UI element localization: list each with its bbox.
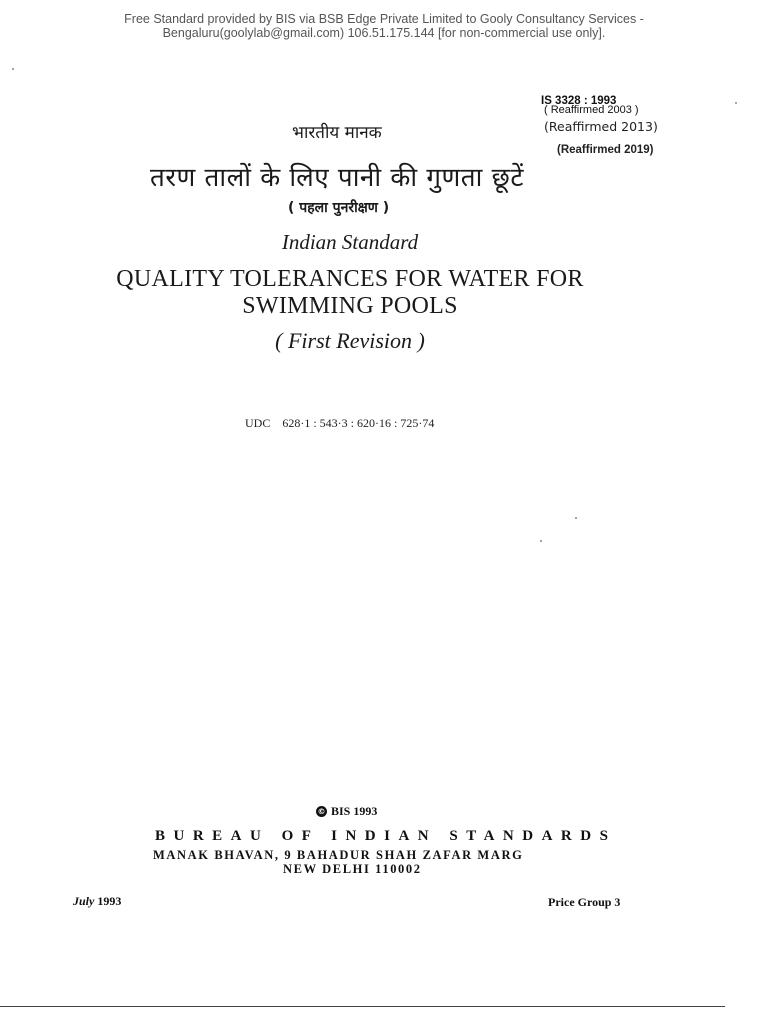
publisher-address-line-1: MANAK BHAVAN, 9 BAHADUR SHAH ZAFAR MARG <box>153 848 524 862</box>
title-line-2: SWIMMING POOLS <box>242 293 458 319</box>
banner-line-2: Bengaluru(goolylab@gmail.com) 106.51.175.144 [for non-commercial use only]. <box>162 26 606 40</box>
reaffirmed-2013: (Reaffirmed 2013) <box>544 119 658 134</box>
english-standard-label: Indian Standard <box>281 230 419 254</box>
publication-date <box>73 894 121 909</box>
price-group: Price Group 3 <box>548 895 621 909</box>
copyright-line <box>316 804 377 819</box>
scan-speck <box>735 102 737 104</box>
scan-speck <box>540 540 542 542</box>
publication-month: July <box>73 894 95 908</box>
reaffirmed-2019: (Reaffirmed 2019) <box>557 144 654 156</box>
publication-year: 1993 <box>97 894 122 908</box>
hindi-title: तरण तालों के लिए पानी की गुणता छूटें <box>150 163 524 193</box>
udc-value: 628·1 : 543·3 : 620·16 : 725·74 <box>282 416 435 430</box>
scan-speck <box>12 68 14 70</box>
scan-speck <box>575 517 577 519</box>
publisher-address-line-2: NEW DELHI 110002 <box>283 862 422 876</box>
reaffirmed-2003: ( Reaffirmed 2003 ) <box>544 104 639 116</box>
title-line-1: QUALITY TOLERANCES FOR WATER FOR <box>116 266 584 292</box>
copyright-text: BIS 1993 <box>331 804 378 818</box>
english-revision: ( First Revision ) <box>275 328 425 353</box>
hindi-standard-label: भारतीय मानक <box>292 123 382 143</box>
copyright-icon: © <box>317 807 326 816</box>
standard-number: IS 3328 : 1993 <box>541 95 617 107</box>
bottom-rule <box>0 1006 725 1007</box>
udc-classification <box>245 416 434 431</box>
banner-line-1: Free Standard provided by BIS via BSB Edge Private Limited to Gooly Consultancy Services - <box>124 12 644 26</box>
access-banner <box>0 12 768 40</box>
hindi-revision: ( पहला पुनरीक्षण ) <box>288 200 390 216</box>
publisher-name: BUREAU OF INDIAN STANDARDS <box>155 828 617 844</box>
udc-key: UDC <box>245 416 271 430</box>
document-title <box>60 266 640 320</box>
